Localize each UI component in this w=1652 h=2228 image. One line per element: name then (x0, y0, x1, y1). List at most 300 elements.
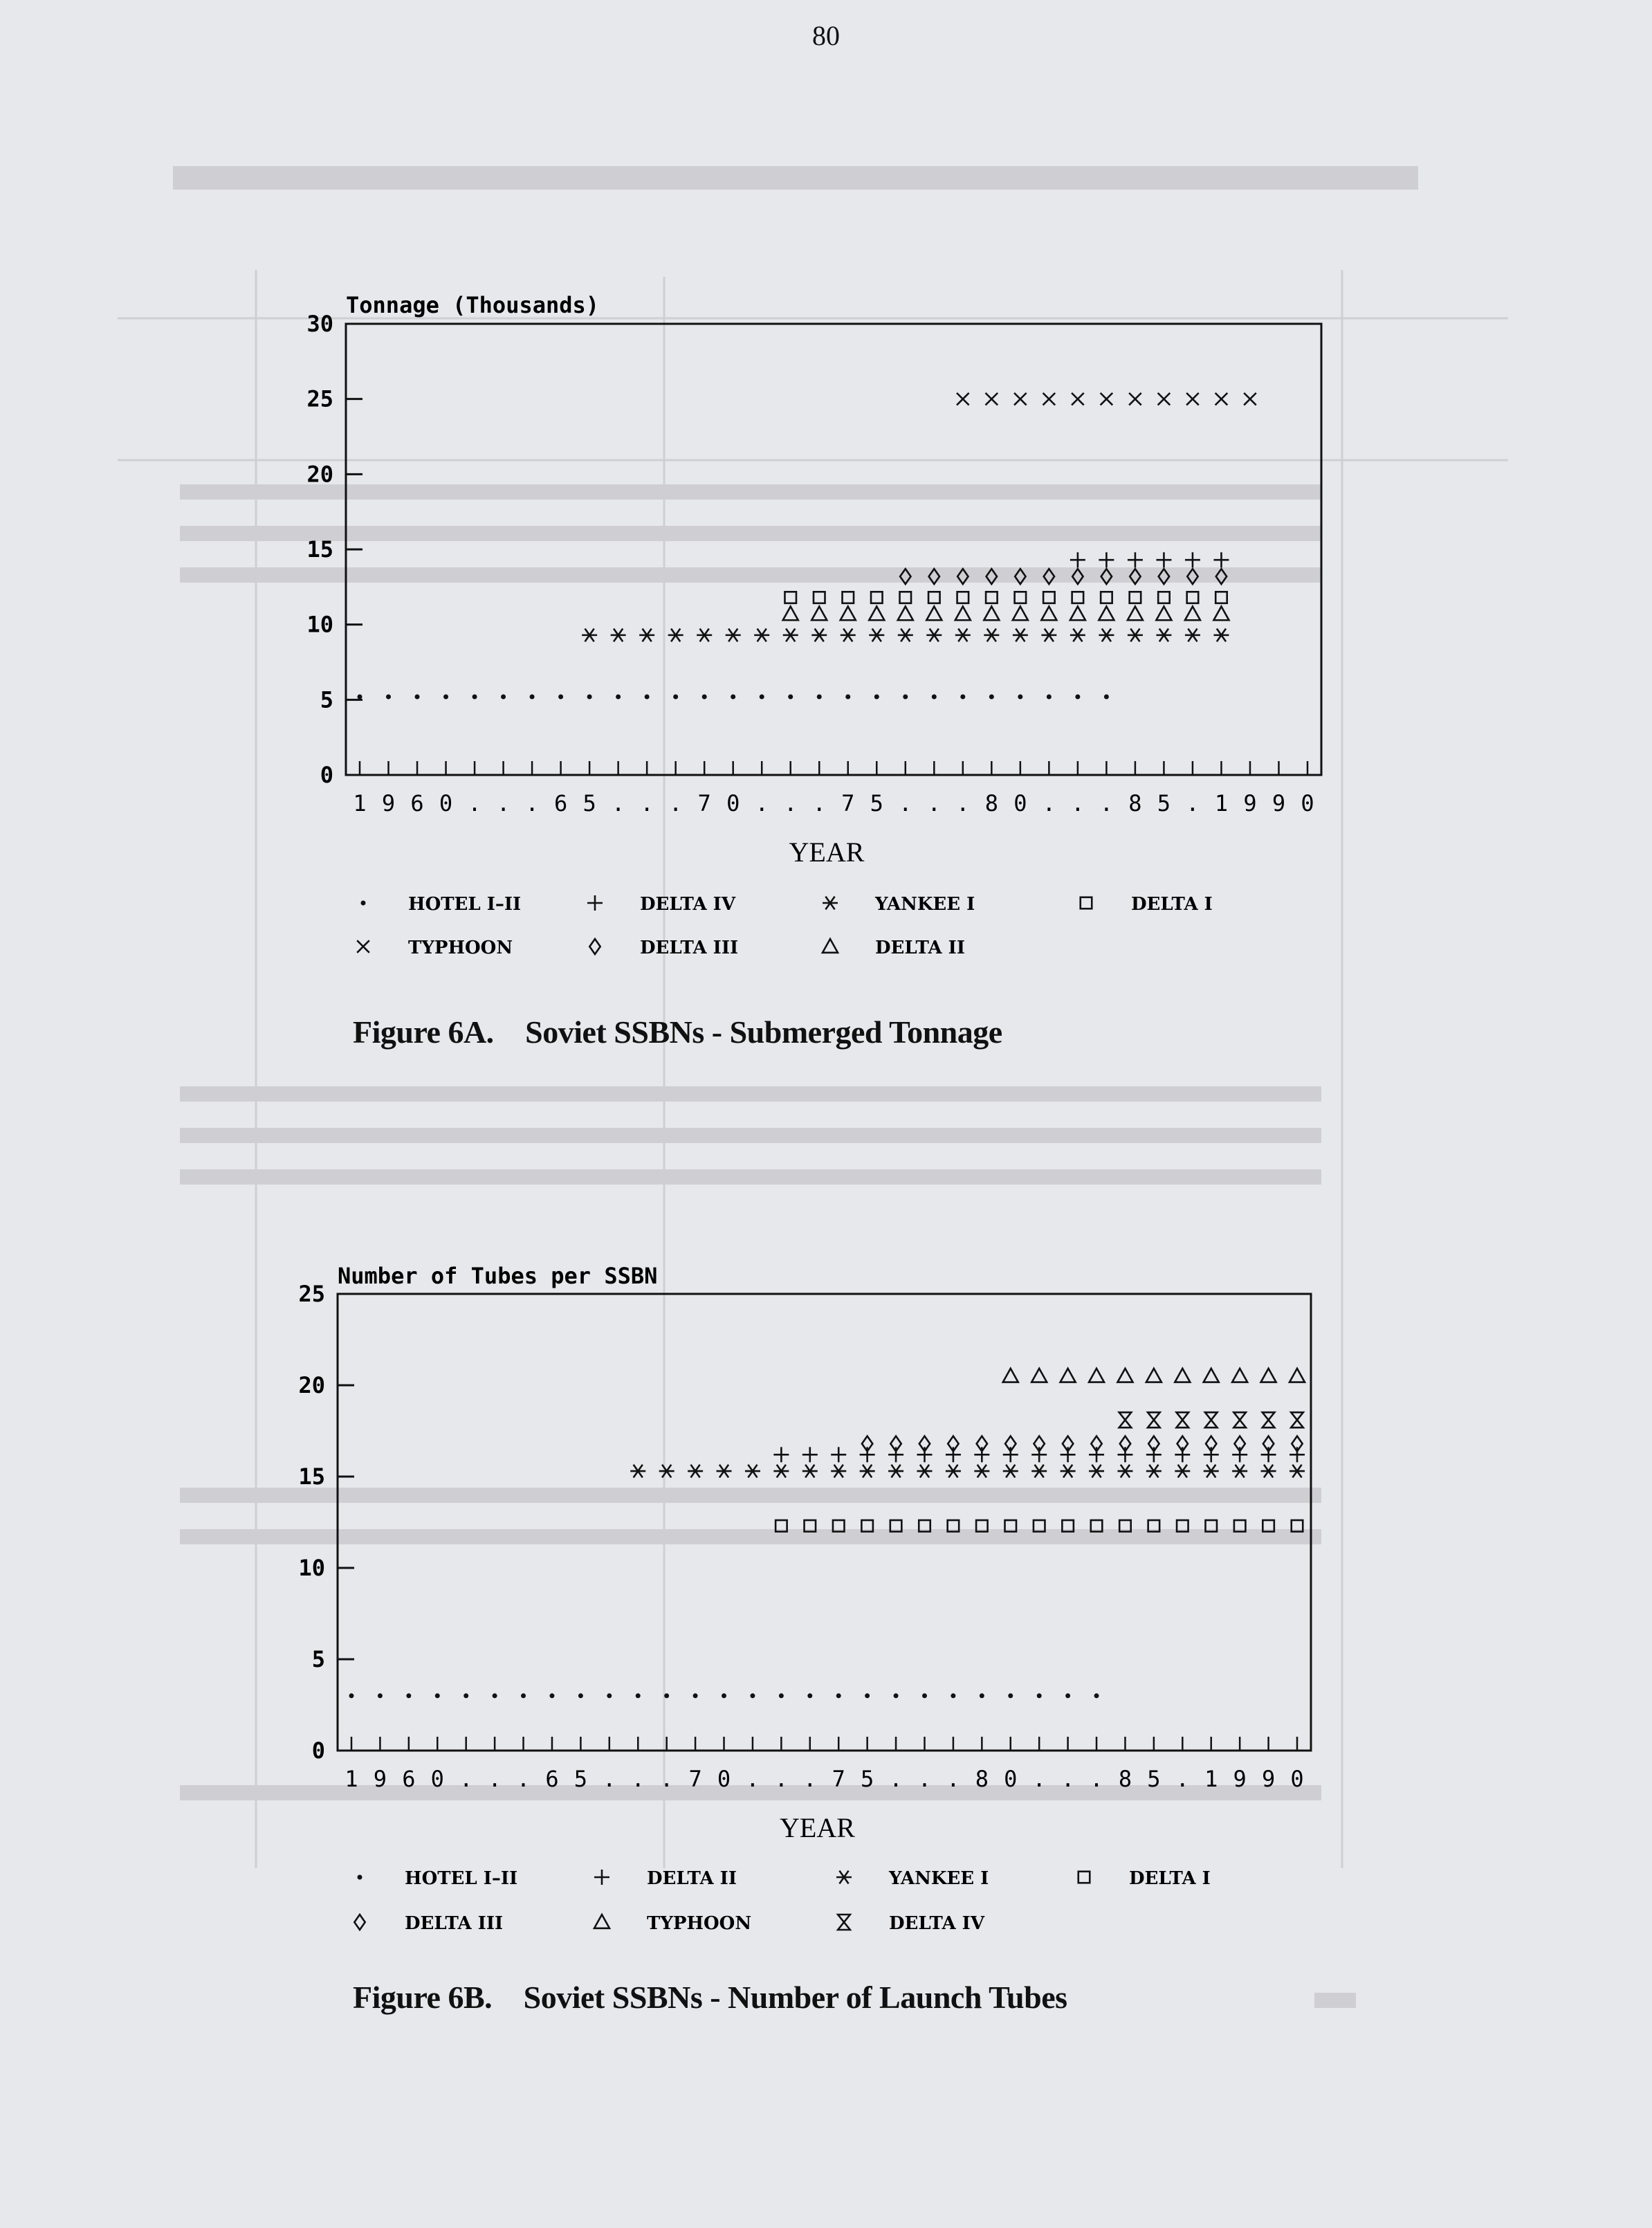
x-tick-label: 1 (353, 790, 367, 816)
data-point (1003, 1465, 1018, 1478)
data-point (843, 592, 854, 603)
data-point (1232, 1369, 1247, 1382)
data-point (1148, 1520, 1160, 1532)
data-point (673, 694, 678, 699)
data-point (664, 1693, 669, 1698)
x-axis-label: YEAR (780, 1812, 855, 1843)
data-point (1185, 629, 1200, 642)
y-axis-label: Number of Tubes per SSBN (338, 1263, 658, 1289)
data-point (900, 592, 912, 603)
data-point (1263, 1520, 1274, 1532)
data-point (928, 592, 940, 603)
data-point (1099, 629, 1114, 642)
x-tick-label: . (1071, 790, 1085, 816)
x-tick-label: . (946, 1766, 960, 1792)
data-point (960, 694, 965, 699)
data-point (841, 629, 856, 642)
legend-label: DELTA I (1129, 1868, 1211, 1889)
data-point (1031, 1465, 1047, 1478)
legend-label: DELTA IV (889, 1913, 985, 1934)
data-point (349, 1693, 354, 1698)
data-point (1119, 1412, 1132, 1427)
data-point (1099, 552, 1114, 567)
data-point (1290, 1369, 1305, 1382)
data-point (900, 569, 910, 584)
data-point (1291, 1412, 1303, 1427)
x-tick-label: 5 (573, 1766, 588, 1792)
data-point (697, 629, 712, 642)
x-tick-label: . (496, 790, 511, 816)
x-tick-label: . (603, 1766, 616, 1792)
data-point (1130, 569, 1140, 584)
data-point (957, 569, 968, 584)
data-point (1130, 592, 1141, 603)
x-tick-label: . (917, 1766, 932, 1792)
data-point (1159, 569, 1169, 584)
data-point (1003, 1447, 1018, 1462)
x-tick-label: . (1175, 1766, 1189, 1792)
data-point (1013, 629, 1028, 642)
data-point (946, 1447, 961, 1462)
data-point (406, 1693, 411, 1698)
x-tick-label: 0 (717, 1766, 731, 1792)
data-point (836, 1693, 841, 1698)
data-point (1204, 1369, 1219, 1382)
x-tick-label: 7 (697, 790, 711, 816)
data-point (784, 592, 796, 603)
data-point (1061, 1369, 1076, 1382)
data-point (722, 1693, 726, 1698)
y-tick-label: 20 (306, 461, 333, 488)
y-tick-label: 15 (298, 1463, 325, 1490)
data-point (443, 694, 448, 699)
data-point (1062, 1520, 1074, 1532)
y-tick-label: 15 (306, 536, 333, 563)
data-point (788, 694, 793, 699)
x-tick-label: . (1061, 1766, 1075, 1792)
data-point (1215, 393, 1228, 405)
data-point (1117, 1369, 1132, 1382)
data-point (865, 1693, 870, 1698)
data-point (1094, 1693, 1099, 1698)
legend-label: HOTEL I–II (405, 1868, 518, 1889)
data-point (607, 1693, 612, 1698)
data-point (869, 629, 884, 642)
y-tick-label: 10 (298, 1555, 325, 1581)
x-tick-label: . (784, 790, 798, 816)
series-delta-ii (773, 1447, 1305, 1462)
data-point (1031, 1447, 1047, 1462)
x-tick-label: . (889, 1766, 903, 1792)
data-point (802, 1447, 818, 1462)
x-tick-label: . (746, 1766, 760, 1792)
data-point (1215, 592, 1227, 603)
data-point (957, 393, 969, 405)
y-tick-label: 0 (311, 1737, 325, 1764)
x-tick-label: . (612, 790, 625, 816)
data-point (1290, 1447, 1305, 1462)
data-point (1234, 1520, 1246, 1532)
data-point (922, 1693, 927, 1698)
x-tick-label: 1 (345, 1766, 358, 1792)
data-point (1213, 629, 1229, 642)
data-point (1075, 694, 1080, 699)
data-point (1043, 393, 1056, 405)
data-point (639, 629, 654, 642)
data-point (841, 606, 856, 620)
data-point (989, 694, 994, 699)
x-tick-label: . (669, 790, 683, 816)
legend-label: DELTA I (1131, 894, 1213, 915)
legend-label: DELTA II (647, 1868, 737, 1889)
x-tick-label: . (1186, 790, 1200, 816)
legend-item (587, 894, 736, 915)
x-tick-label: 0 (430, 1766, 444, 1792)
data-point (1156, 552, 1171, 567)
series-delta-iv (1119, 1412, 1303, 1427)
data-point (955, 606, 971, 620)
data-point (1146, 1447, 1162, 1462)
data-point (871, 592, 883, 603)
data-point (558, 694, 563, 699)
legend-label: DELTA III (640, 938, 739, 958)
data-point (1204, 1465, 1219, 1478)
data-point (974, 1447, 989, 1462)
data-point (929, 569, 939, 584)
data-point (702, 694, 707, 699)
y-tick-label: 0 (320, 762, 333, 788)
data-point (1261, 1369, 1276, 1382)
series-hotel-i-ii (349, 1693, 1099, 1698)
data-point (668, 629, 683, 642)
data-point (1146, 1369, 1162, 1382)
data-point (805, 1520, 816, 1532)
series-hotel-i-ii (358, 694, 1109, 699)
data-point (1101, 393, 1113, 405)
x-tick-label: . (1032, 1766, 1046, 1792)
x-tick-label: 9 (1261, 1766, 1276, 1792)
legend-item (838, 1913, 985, 1934)
data-point (898, 629, 913, 642)
x-tick-label: . (488, 1766, 502, 1792)
data-point (688, 1465, 703, 1478)
legend-label: TYPHOON (408, 938, 513, 958)
legend-item (357, 938, 513, 958)
data-point (903, 694, 908, 699)
data-point (1187, 592, 1199, 603)
data-point (1089, 1369, 1104, 1382)
data-point (1015, 592, 1027, 603)
data-point (1013, 606, 1028, 620)
data-point (773, 1465, 789, 1478)
x-tick-label: 5 (1147, 1766, 1161, 1792)
data-point (1205, 1412, 1218, 1427)
data-point (833, 1520, 845, 1532)
data-point (1018, 694, 1022, 699)
data-point (1156, 629, 1171, 642)
data-point (1233, 1412, 1246, 1427)
series-delta-ii (783, 606, 1229, 620)
x-tick-label: 6 (553, 790, 568, 816)
data-point (1261, 1465, 1276, 1478)
data-point (986, 393, 998, 405)
x-tick-label: . (1042, 790, 1056, 816)
data-point (890, 1520, 902, 1532)
x-tick-label: 8 (1128, 790, 1142, 816)
x-axis-label: YEAR (789, 837, 865, 868)
legend (357, 894, 1213, 958)
data-point (926, 606, 942, 620)
x-tick-label: . (468, 790, 481, 816)
data-point (1031, 1369, 1047, 1382)
data-point (874, 694, 879, 699)
data-point (974, 1465, 989, 1478)
legend-label: HOTEL I–II (408, 894, 522, 915)
data-point (811, 606, 827, 620)
data-point (611, 629, 626, 642)
x-tick-label: 9 (1243, 790, 1257, 816)
data-point (1148, 1412, 1160, 1427)
legend-label: YANKEE I (889, 1868, 989, 1889)
data-point (898, 606, 913, 620)
data-point (894, 1693, 899, 1698)
data-point (1128, 606, 1143, 620)
x-tick-label: 9 (373, 1766, 387, 1792)
data-point (779, 1693, 784, 1698)
data-point (888, 1447, 903, 1462)
data-point (1041, 629, 1056, 642)
data-point (917, 1465, 932, 1478)
x-tick-label: 5 (861, 1766, 874, 1792)
legend-item (354, 1913, 503, 1934)
data-point (1008, 1693, 1013, 1698)
data-point (861, 1520, 873, 1532)
data-point (636, 1693, 641, 1698)
x-tick-label: 9 (381, 790, 396, 816)
data-point (1003, 1369, 1018, 1382)
data-point (630, 1465, 645, 1478)
figure-6b-caption (353, 1979, 1067, 2016)
y-tick-label: 30 (306, 311, 333, 337)
data-point (378, 1693, 383, 1698)
data-point (386, 694, 391, 699)
data-point (980, 1693, 984, 1698)
x-tick-label: 6 (410, 790, 424, 816)
legend (354, 1868, 1211, 1934)
data-point (1117, 1447, 1132, 1462)
data-point (726, 629, 741, 642)
x-tick-label: . (927, 790, 941, 816)
series-delta-i (775, 1520, 1303, 1532)
data-point (984, 606, 999, 620)
x-tick-label: . (525, 790, 539, 816)
legend-item (823, 938, 965, 958)
data-point (976, 1520, 988, 1532)
legend-item (589, 938, 738, 958)
data-point (501, 694, 506, 699)
legend-item (823, 894, 975, 915)
x-tick-label: 0 (439, 790, 453, 816)
data-point (1037, 1693, 1042, 1698)
data-point (783, 606, 798, 620)
x-tick-label: . (660, 1766, 674, 1792)
data-point (1072, 592, 1084, 603)
x-tick-label: 7 (688, 1766, 702, 1792)
data-point (1061, 1465, 1076, 1478)
data-point (1101, 592, 1112, 603)
data-point (926, 629, 942, 642)
data-point (986, 569, 997, 584)
data-point (1015, 569, 1025, 584)
x-tick-label: . (803, 1766, 817, 1792)
data-point (1158, 592, 1170, 603)
data-point (1070, 606, 1085, 620)
data-point (1117, 1465, 1132, 1478)
data-point (549, 1693, 554, 1698)
data-point (775, 1520, 787, 1532)
data-point (1065, 1693, 1070, 1698)
data-point (1158, 393, 1171, 405)
x-tick-label: 0 (1004, 1766, 1018, 1792)
series-typhoon (957, 393, 1256, 405)
data-point (955, 629, 971, 642)
x-tick-label: 9 (1233, 1766, 1247, 1792)
series-delta-iv (1070, 552, 1229, 567)
x-tick-label: . (1090, 1766, 1103, 1792)
data-point (1185, 552, 1200, 567)
data-point (957, 592, 969, 603)
x-tick-label: . (516, 1766, 531, 1792)
legend-label: TYPHOON (647, 1913, 752, 1934)
x-tick-label: 0 (1301, 790, 1314, 816)
data-point (693, 1693, 698, 1698)
data-point (932, 694, 937, 699)
data-point (1104, 694, 1109, 699)
data-point (1043, 592, 1055, 603)
data-point (946, 1465, 961, 1478)
x-tick-label: . (812, 790, 826, 816)
legend-label: YANKEE I (875, 894, 975, 915)
data-point (587, 694, 592, 699)
data-point (773, 1447, 789, 1462)
data-point (811, 629, 827, 642)
data-point (754, 629, 769, 642)
data-point (1290, 1465, 1305, 1478)
x-tick-label: 5 (870, 790, 883, 816)
data-point (1070, 629, 1085, 642)
data-point (1061, 1447, 1076, 1462)
data-point (493, 1693, 497, 1698)
data-point (1041, 606, 1056, 620)
data-point (1034, 1520, 1045, 1532)
x-tick-label: . (774, 1766, 788, 1792)
x-tick-label: . (631, 1766, 645, 1792)
data-point (1047, 694, 1052, 699)
data-point (948, 1520, 960, 1532)
x-tick-label: 0 (1290, 1766, 1304, 1792)
series-typhoon (1003, 1369, 1305, 1382)
legend-item (594, 1913, 751, 1934)
data-point (472, 694, 477, 699)
data-point (1099, 606, 1114, 620)
data-point (521, 1693, 526, 1698)
data-point (869, 606, 884, 620)
figure-6a-chart (0, 0, 1652, 1079)
plot-frame (346, 324, 1321, 775)
x-tick-label: . (755, 790, 769, 816)
x-tick-label: 8 (975, 1766, 989, 1792)
y-tick-label: 5 (320, 686, 333, 713)
data-point (860, 1465, 875, 1478)
legend-label: DELTA II (875, 938, 965, 958)
data-point (888, 1465, 903, 1478)
x-tick-label: . (899, 790, 912, 816)
x-tick-label: . (1099, 790, 1114, 816)
data-point (659, 1465, 674, 1478)
data-point (750, 1693, 755, 1698)
data-point (1091, 1520, 1103, 1532)
x-tick-label: 0 (1013, 790, 1027, 816)
data-point (1089, 1465, 1104, 1478)
figure-6b-caption-text: Figure 6B. Soviet SSBNs - Number of Launch Tubes (353, 1980, 1067, 2015)
x-tick-label: 8 (1118, 1766, 1132, 1792)
data-point (1213, 552, 1229, 567)
data-point (1187, 569, 1197, 584)
x-tick-label: 1 (1214, 790, 1229, 816)
data-point (986, 592, 998, 603)
legend-item (1079, 1868, 1211, 1889)
data-point (358, 694, 362, 699)
data-point (1261, 1447, 1276, 1462)
plot-frame (338, 1294, 1311, 1751)
x-tick-label: 1 (1204, 1766, 1218, 1792)
data-point (731, 694, 735, 699)
x-tick-label: 6 (545, 1766, 559, 1792)
series-yankee-i (630, 1465, 1305, 1478)
data-point (578, 1693, 583, 1698)
data-point (1044, 569, 1054, 584)
data-point (1128, 552, 1143, 567)
y-axis-label: Tonnage (Thousands) (346, 292, 600, 318)
x-tick-label: . (459, 1766, 473, 1792)
data-point (917, 1447, 932, 1462)
data-point (1185, 606, 1200, 620)
data-point (1128, 629, 1143, 642)
data-point (760, 694, 764, 699)
data-point (1213, 606, 1229, 620)
x-tick-label: . (640, 790, 654, 816)
x-tick-label: 6 (402, 1766, 416, 1792)
x-tick-label: 7 (841, 790, 855, 816)
legend-item (594, 1868, 737, 1889)
x-tick-label: 7 (832, 1766, 845, 1792)
legend-item (1081, 894, 1213, 915)
data-point (717, 1465, 732, 1478)
y-tick-label: 20 (298, 1372, 325, 1398)
data-point (1072, 393, 1084, 405)
x-tick-label: 5 (582, 790, 596, 816)
y-tick-label: 5 (311, 1646, 325, 1672)
data-point (831, 1447, 846, 1462)
page-number: 80 (812, 20, 840, 51)
data-point (1129, 393, 1141, 405)
data-point (1070, 552, 1085, 567)
data-point (1177, 1520, 1188, 1532)
legend-label: DELTA III (405, 1913, 504, 1934)
series-delta-iii (862, 1436, 1303, 1451)
data-point (1101, 569, 1112, 584)
data-point (860, 1447, 875, 1462)
